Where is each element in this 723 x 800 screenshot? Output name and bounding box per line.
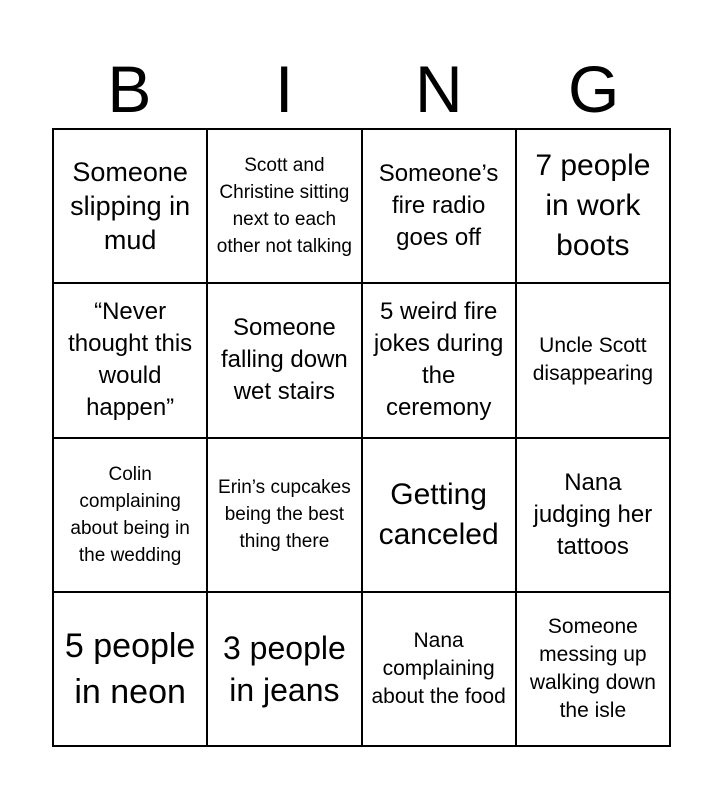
cell-text: Getting canceled	[378, 477, 499, 551]
bingo-board	[52, 128, 671, 747]
cell-text: 3 people in jeans	[222, 629, 346, 708]
cell-text: Someone slipping in mud	[70, 157, 191, 256]
bingo-cell[interactable]	[53, 129, 207, 283]
bingo-cell[interactable]	[362, 592, 516, 746]
cell-text: Nana complaining about the food	[371, 628, 506, 708]
bingo-cell[interactable]	[53, 438, 207, 592]
cell-text: Someone’s fire radio goes off	[378, 160, 499, 252]
bingo-cell[interactable]	[53, 592, 207, 746]
bingo-cell[interactable]	[516, 592, 670, 746]
cell-text: Uncle Scott disappearing	[532, 334, 653, 386]
header-letter-n: N	[415, 52, 463, 126]
bingo-cell[interactable]	[516, 438, 670, 592]
cell-text: Erin’s cupcakes being the best thing there	[218, 477, 351, 553]
bingo-cell[interactable]	[516, 283, 670, 437]
cell-text: Nana judging her tattoos	[533, 468, 653, 560]
bingo-cell[interactable]	[207, 283, 361, 437]
bingo-cell[interactable]	[362, 438, 516, 592]
bingo-cell[interactable]	[362, 129, 516, 283]
cell-text: Colin complaining about being in the wedding	[70, 463, 190, 566]
cell-text: Someone falling down wet stairs	[221, 314, 348, 406]
header-letter-b: B	[107, 52, 152, 126]
header-letter-g: G	[567, 52, 620, 126]
cell-text: 5 people in neon	[64, 626, 196, 711]
cell-text: 5 weird fire jokes during the ceremony	[373, 298, 504, 422]
cell-text: Someone messing up walking down the isle	[529, 614, 656, 722]
bingo-header	[52, 50, 671, 128]
bingo-cell[interactable]	[516, 129, 670, 283]
cell-text: Scott and Christine sitting next to each other not talking	[216, 155, 352, 258]
bingo-cell[interactable]	[207, 438, 361, 592]
cell-text: “Never thought this would happen”	[68, 298, 193, 422]
cell-text: 7 people in work boots	[535, 149, 651, 263]
bingo-cell[interactable]	[207, 592, 361, 746]
bingo-cell[interactable]	[362, 283, 516, 437]
bingo-cell[interactable]	[53, 283, 207, 437]
bingo-cell[interactable]	[207, 129, 361, 283]
header-letter-i: I	[274, 52, 294, 126]
